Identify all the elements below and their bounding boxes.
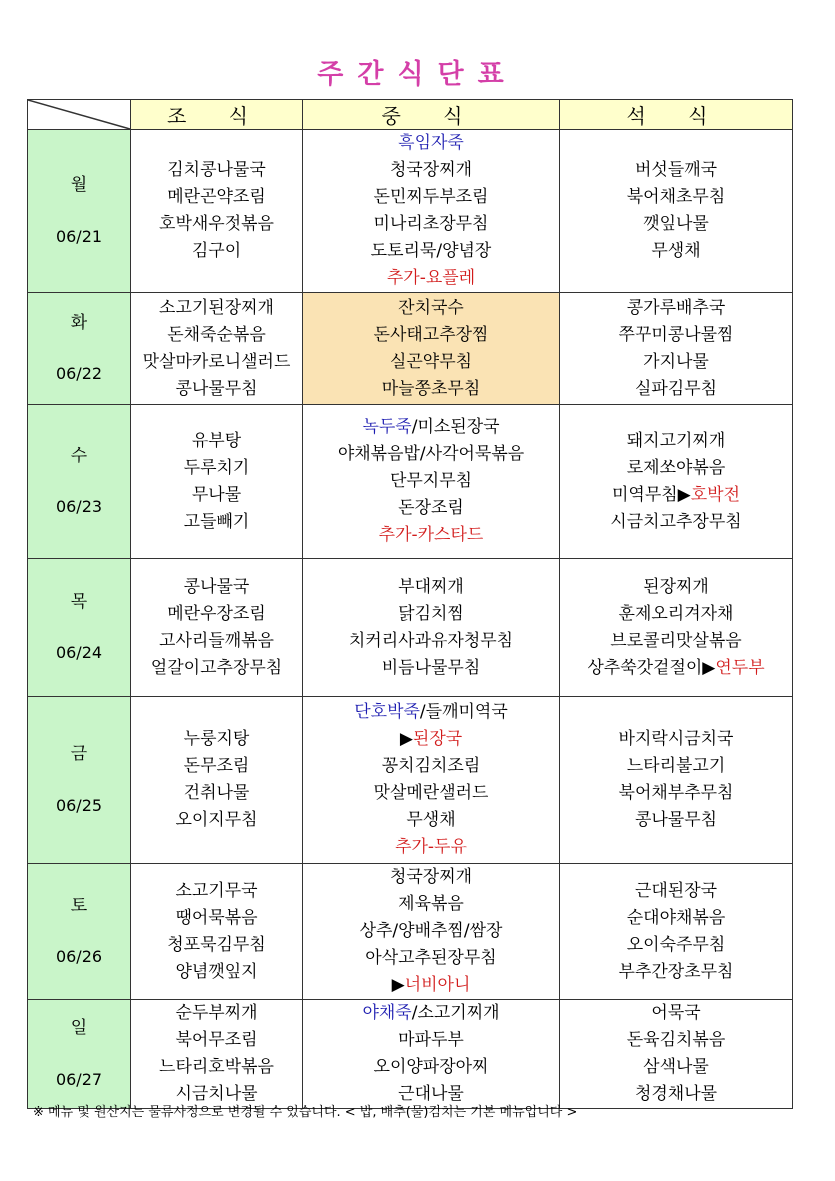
menu-item <box>131 655 302 682</box>
menu-item-text: ▶ <box>399 729 413 749</box>
menu-item <box>560 601 792 628</box>
menu-item <box>560 157 792 184</box>
day-row <box>28 405 793 559</box>
breakfast-cell <box>131 1000 303 1109</box>
menu-item-text: 훈제오리겨자채 <box>618 603 734 624</box>
menu-item <box>560 295 792 322</box>
menu-item-text: 꽁치김치조림 <box>381 756 481 776</box>
menu-item-text: 두루치기 <box>183 457 250 478</box>
menu-item <box>560 959 792 986</box>
menu-item <box>131 878 302 905</box>
menu-item-text: 비듬나물무침 <box>381 657 481 678</box>
menu-item <box>303 574 559 601</box>
corner-cell <box>28 100 131 130</box>
breakfast-cell <box>131 405 303 559</box>
menu-item-text: 유부탕 <box>191 430 242 451</box>
breakfast-cell <box>131 559 303 697</box>
menu-item <box>560 905 792 932</box>
menu-item-text: 야채죽 <box>362 1003 412 1023</box>
lunch-cell <box>303 293 560 405</box>
day-name: 금 <box>70 744 88 765</box>
menu-item-text: 메란우장조림 <box>167 603 266 624</box>
menu-item-text: 김구이 <box>191 241 242 261</box>
day-cell <box>28 864 131 1000</box>
menu-item-text: 마늘쫑초무침 <box>381 378 481 399</box>
menu-item-text: 소고기된장찌개 <box>159 297 274 318</box>
menu-item <box>560 932 792 959</box>
menu-item-text: 무생채 <box>651 241 701 261</box>
day-cell <box>28 405 131 559</box>
menu-item-text: 시금치나물 <box>175 1084 258 1104</box>
menu-item <box>131 932 302 959</box>
day-name: 일 <box>70 1018 88 1039</box>
menu-item <box>560 807 792 834</box>
menu-item-text: /소고기찌개 <box>411 1003 500 1023</box>
day-name: 화 <box>70 312 88 333</box>
menu-item <box>303 211 559 238</box>
menu-item-text: 느타리호박볶음 <box>159 1057 274 1077</box>
menu-item-text: 상추쑥갓겉절이▶ <box>587 657 716 678</box>
menu-item <box>303 322 559 349</box>
menu-item <box>303 864 559 891</box>
lunch-cell <box>303 1000 560 1109</box>
menu-item <box>303 807 559 834</box>
day-cell <box>28 559 131 697</box>
menu-item <box>303 891 559 918</box>
menu-item <box>131 905 302 932</box>
day-date: 06/26 <box>55 947 103 967</box>
breakfast-cell <box>131 864 303 1000</box>
day-name: 목 <box>70 591 88 612</box>
day-row <box>28 293 793 405</box>
header-breakfast: 조 식 <box>131 100 303 130</box>
menu-item-text: 땡어묵볶음 <box>175 907 258 928</box>
menu-item <box>131 574 302 601</box>
menu-item <box>303 441 559 468</box>
menu-item-text: 닭김치찜 <box>398 603 464 624</box>
menu-item <box>131 349 302 376</box>
day-date: 06/27 <box>55 1069 103 1089</box>
menu-item <box>131 376 302 403</box>
menu-item <box>131 1054 302 1081</box>
menu-item <box>303 1000 559 1027</box>
day-date: 06/23 <box>55 497 103 517</box>
menu-item <box>303 130 559 157</box>
menu-item-text: 돼지고기찌개 <box>626 430 726 451</box>
day-row <box>28 697 793 864</box>
lunch-cell <box>303 864 560 1000</box>
menu-item-text: 제육볶음 <box>398 894 464 914</box>
lunch-cell <box>303 130 560 293</box>
day-cell <box>28 130 131 293</box>
menu-item-text: 돈무조림 <box>183 756 250 776</box>
menu-item <box>560 753 792 780</box>
menu-item-text: 소고기무국 <box>175 880 258 901</box>
menu-item-text: 브로콜리맛살볶음 <box>610 630 742 651</box>
day-name: 토 <box>70 895 88 916</box>
menu-item-text: 쭈꾸미콩나물찜 <box>618 324 734 345</box>
menu-item-text: 실곤약무침 <box>389 351 473 372</box>
menu-item <box>131 753 302 780</box>
menu-item <box>303 780 559 807</box>
menu-item-text: 미역무침▶ <box>611 484 691 505</box>
menu-item <box>560 509 792 536</box>
day-cell <box>28 697 131 864</box>
day-row <box>28 1000 793 1109</box>
menu-item-text: 무생채 <box>406 810 456 830</box>
menu-item-text: 연두부 <box>715 657 765 678</box>
menu-item-text: 콩나물무침 <box>175 378 258 399</box>
menu-item <box>560 1054 792 1081</box>
menu-item-text: 청국장찌개 <box>389 867 473 887</box>
menu-item-text: 로제쏘야볶음 <box>626 457 726 478</box>
menu-table <box>27 99 793 1109</box>
menu-item-text: 메란곤약조림 <box>167 187 266 207</box>
menu-item-text: 돈장조림 <box>398 498 464 518</box>
menu-item-text: /미소된장국 <box>411 417 500 437</box>
menu-item <box>303 726 559 753</box>
menu-item-text: 콩가루배추국 <box>626 297 726 318</box>
menu-item-text: 단호박죽 <box>354 702 420 722</box>
menu-item-text: 청국장찌개 <box>389 160 473 180</box>
menu-item <box>131 959 302 986</box>
breakfast-cell <box>131 697 303 864</box>
menu-item <box>303 834 559 861</box>
menu-item-text: 순두부찌개 <box>175 1003 258 1023</box>
day-date: 06/25 <box>55 795 103 815</box>
menu-item-text: 치커리사과유자청무침 <box>348 630 514 651</box>
menu-item <box>303 522 559 549</box>
menu-item-text: 느타리불고기 <box>626 756 726 776</box>
menu-item <box>560 428 792 455</box>
menu-item-text: 북어채부추무침 <box>618 783 734 803</box>
menu-item-text: 순대야채볶음 <box>626 907 726 928</box>
menu-item <box>560 238 792 265</box>
dinner-cell <box>560 864 793 1000</box>
menu-item <box>131 211 302 238</box>
menu-item <box>131 1027 302 1054</box>
menu-item-text: 맛살마카로니샐러드 <box>142 351 291 372</box>
menu-item <box>131 1000 302 1027</box>
menu-item <box>131 295 302 322</box>
menu-item-text: 오이양파장아찌 <box>373 1057 489 1077</box>
menu-item <box>303 295 559 322</box>
menu-item <box>303 918 559 945</box>
menu-item <box>131 184 302 211</box>
day-date: 06/24 <box>55 643 103 663</box>
header-dinner: 석 식 <box>560 100 793 130</box>
dinner-cell <box>560 130 793 293</box>
page-title: 주간식단표 <box>317 59 518 90</box>
menu-item-text: 고사리들깨볶음 <box>159 630 274 651</box>
menu-item-text: 돈민찌두부조림 <box>373 187 489 207</box>
menu-item <box>303 699 559 726</box>
menu-item-text: 얼갈이고추장무침 <box>150 657 283 678</box>
menu-item <box>303 184 559 211</box>
menu-item-text: /들깨미역국 <box>419 702 508 722</box>
menu-item-text: 버섯들깨국 <box>634 160 718 180</box>
menu-item-text: 깻잎나물 <box>643 214 709 234</box>
menu-item-text: 근대나물 <box>398 1084 464 1104</box>
menu-item <box>131 238 302 265</box>
day-row <box>28 559 793 697</box>
menu-item <box>560 1000 792 1027</box>
menu-item <box>303 265 559 292</box>
menu-item <box>131 482 302 509</box>
menu-item-text: 돈채죽순볶음 <box>167 324 266 345</box>
menu-item-text: 부추간장초무침 <box>618 961 734 982</box>
menu-item-text: 상추/양배추찜/쌈장 <box>359 921 503 941</box>
menu-item-text: 김치콩나물국 <box>167 160 266 180</box>
menu-item-text: 맛살메란샐러드 <box>373 783 489 803</box>
menu-item <box>131 428 302 455</box>
lunch-cell <box>303 405 560 559</box>
lunch-cell <box>303 697 560 864</box>
menu-item-text: 무나물 <box>191 484 242 505</box>
menu-item-text: 미나리초장무침 <box>373 214 489 234</box>
menu-item-text: 부대찌개 <box>398 576 464 597</box>
menu-item-text: 청포묵김무침 <box>167 934 266 955</box>
menu-item-text: 단무지무침 <box>389 471 473 491</box>
menu-item <box>303 655 559 682</box>
menu-item <box>560 726 792 753</box>
menu-item-text: 어묵국 <box>651 1003 701 1023</box>
menu-item-text: 양념깻잎지 <box>175 961 258 982</box>
menu-item-text: 고들빼기 <box>183 511 250 532</box>
menu-item <box>303 349 559 376</box>
menu-item-text: 된장찌개 <box>643 576 709 597</box>
menu-item-text: 추가-요플레 <box>386 268 476 288</box>
menu-item <box>560 878 792 905</box>
menu-item <box>560 780 792 807</box>
menu-item-text: ▶ <box>391 975 405 995</box>
menu-item-text: 오이지무침 <box>175 810 258 830</box>
menu-item <box>303 601 559 628</box>
menu-item <box>303 376 559 403</box>
menu-item <box>560 349 792 376</box>
menu-item-text: 가지나물 <box>643 351 709 372</box>
dinner-cell <box>560 1000 793 1109</box>
menu-item <box>560 574 792 601</box>
menu-item-text: 마파두부 <box>398 1030 464 1050</box>
menu-item <box>560 482 792 509</box>
menu-item <box>131 322 302 349</box>
menu-item <box>303 1054 559 1081</box>
day-name: 수 <box>70 445 88 466</box>
menu-item <box>560 322 792 349</box>
menu-item <box>131 509 302 536</box>
day-cell <box>28 1000 131 1109</box>
breakfast-cell <box>131 130 303 293</box>
menu-item-text: 호박전 <box>690 484 741 505</box>
menu-item <box>131 780 302 807</box>
menu-item <box>303 972 559 999</box>
menu-item-text: 오이숙주무침 <box>626 934 726 955</box>
menu-item <box>560 376 792 403</box>
menu-item-text: 너비아니 <box>404 975 471 995</box>
menu-item <box>303 414 559 441</box>
menu-item-text: 돈육김치볶음 <box>626 1030 726 1050</box>
menu-item <box>131 726 302 753</box>
menu-item <box>303 945 559 972</box>
menu-item-text: 삼색나물 <box>643 1057 709 1077</box>
menu-item-text: 누룽지탕 <box>183 729 250 749</box>
menu-item-text: 야채볶음밥/사각어묵볶음 <box>337 444 525 464</box>
menu-item-text: 잔치국수 <box>398 297 464 318</box>
menu-item-text: 된장국 <box>412 729 463 749</box>
lunch-cell <box>303 559 560 697</box>
menu-item-text: 돈사태고추장찜 <box>373 324 489 345</box>
day-row <box>28 130 793 293</box>
menu-item <box>131 807 302 834</box>
menu-item <box>560 1027 792 1054</box>
menu-item <box>560 1081 792 1108</box>
menu-item <box>560 211 792 238</box>
menu-item-text: 건취나물 <box>183 783 250 803</box>
menu-item <box>560 455 792 482</box>
menu-item-text: 실파김무침 <box>634 378 718 399</box>
dinner-cell <box>560 293 793 405</box>
dinner-cell <box>560 697 793 864</box>
menu-item <box>303 495 559 522</box>
menu-item <box>303 468 559 495</box>
header-lunch: 중 식 <box>303 100 560 130</box>
menu-item-text: 근대된장국 <box>634 880 718 901</box>
menu-item-text: 추가-카스타드 <box>378 525 484 545</box>
menu-item <box>131 628 302 655</box>
menu-item-text: 흑임자죽 <box>398 133 464 153</box>
day-date: 06/22 <box>55 364 103 384</box>
menu-item-text: 북어채초무침 <box>626 187 726 207</box>
breakfast-cell <box>131 293 303 405</box>
menu-item-text: 청경채나물 <box>634 1084 718 1104</box>
day-date: 06/21 <box>55 226 103 246</box>
menu-item-text: 북어무조림 <box>175 1030 258 1050</box>
menu-item-text: 녹두죽 <box>362 417 412 437</box>
menu-item-text: 시금치고추장무침 <box>610 511 742 532</box>
dinner-cell <box>560 405 793 559</box>
menu-item <box>560 655 792 682</box>
menu-item <box>303 753 559 780</box>
menu-item <box>303 238 559 265</box>
day-name: 월 <box>70 175 88 196</box>
menu-item <box>560 184 792 211</box>
day-row <box>28 864 793 1000</box>
menu-item-text: 콩나물무침 <box>634 810 718 830</box>
menu-item <box>131 455 302 482</box>
menu-item-text: 추가-두유 <box>395 837 467 857</box>
dinner-cell <box>560 559 793 697</box>
menu-item-text: 콩나물국 <box>183 576 250 597</box>
day-cell <box>28 293 131 405</box>
header-row <box>28 100 793 130</box>
menu-item <box>303 157 559 184</box>
menu-item-text: 도토리묵/양념장 <box>370 241 492 261</box>
menu-item <box>131 157 302 184</box>
menu-item-text: 아삭고추된장무침 <box>365 948 497 968</box>
diagonal-line-icon <box>28 100 130 129</box>
menu-item-text: 바지락시금치국 <box>618 729 734 749</box>
menu-item <box>560 628 792 655</box>
menu-item <box>303 628 559 655</box>
menu-item <box>303 1027 559 1054</box>
menu-item-text: 호박새우젓볶음 <box>159 214 274 234</box>
footnote: ※ 메뉴 및 원산지는 물류사정으로 변경될 수 있습니다. < 밥, 배추(물)김치는 기본 메뉴입니다 > <box>33 1105 578 1120</box>
menu-item <box>131 601 302 628</box>
